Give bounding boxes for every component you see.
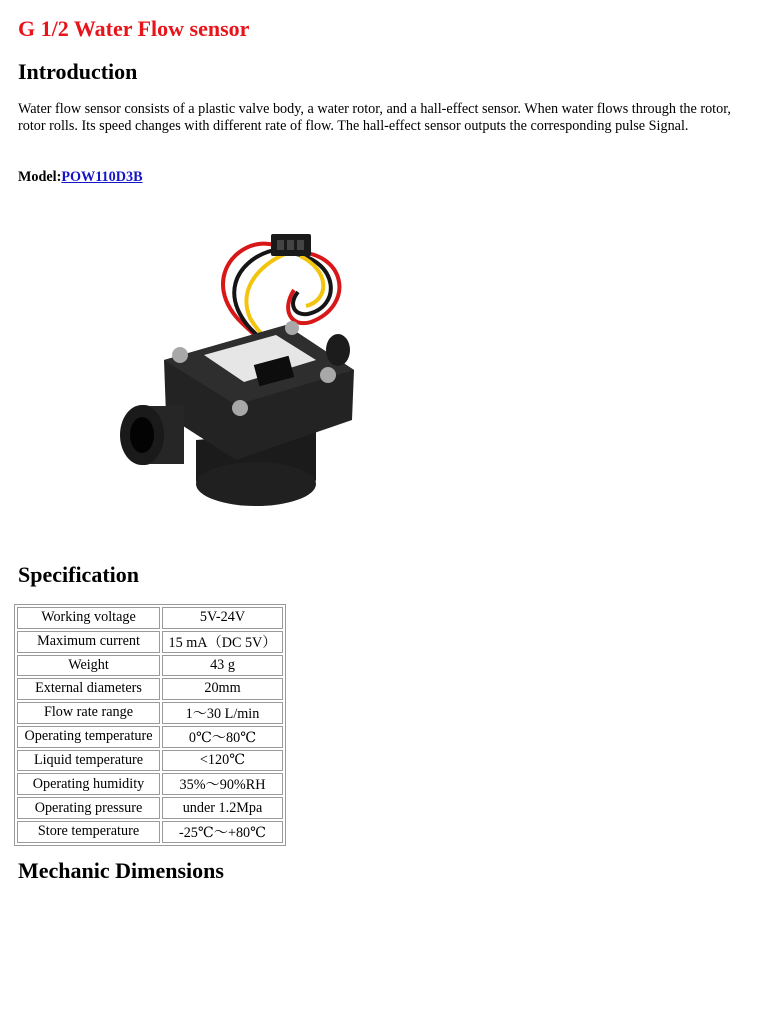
- spec-label: Store temperature: [17, 821, 160, 843]
- outlet-pipe: [326, 334, 350, 366]
- introduction-heading: Introduction: [18, 59, 138, 84]
- table-row: [17, 655, 283, 677]
- spec-value: 1～30 L/min: [162, 702, 283, 724]
- model-link[interactable]: POW110D3B: [61, 169, 143, 185]
- spec-value: under 1.2Mpa: [162, 797, 283, 819]
- table-row: [17, 631, 283, 653]
- table-row: [17, 821, 283, 843]
- connector-pin-1: [277, 240, 284, 250]
- specification-table: [14, 604, 286, 846]
- model-label: Model:: [18, 169, 62, 185]
- spec-value: 0℃～80℃: [162, 726, 283, 748]
- spec-value: 35%～90%RH: [162, 773, 283, 795]
- introduction-text: Water flow sensor consists of a plastic valve body, a water rotor, and a hall-effect sensor. When water flows through the rotor, rotor rolls. Its speed changes with different rate of flow. The hall-effect sensor outputs the corresponding pulse Signal.: [18, 101, 731, 134]
- specification-heading: Specification: [18, 562, 139, 587]
- sensor-base-shadow: [196, 462, 316, 506]
- mechanic-dimensions-heading: Mechanic Dimensions: [18, 858, 224, 883]
- table-row: [17, 773, 283, 795]
- table-row: [17, 750, 283, 772]
- screw-icon: [172, 347, 188, 363]
- spec-label: Maximum current: [17, 631, 160, 653]
- table-row: [17, 678, 283, 700]
- screw-icon: [320, 367, 336, 383]
- spec-label: Operating humidity: [17, 773, 160, 795]
- connector-pin-2: [287, 240, 294, 250]
- spec-label: Liquid temperature: [17, 750, 160, 772]
- table-row: [17, 702, 283, 724]
- inlet-pipe-hole: [130, 417, 154, 453]
- flow-sensor-image: [116, 210, 376, 520]
- spec-value: <120℃: [162, 750, 283, 772]
- spec-value: 20mm: [162, 678, 283, 700]
- spec-label: Working voltage: [17, 607, 160, 629]
- screw-icon: [285, 321, 299, 335]
- screw-icon: [232, 400, 248, 416]
- spec-value: 43 g: [162, 655, 283, 677]
- spec-value: 5V-24V: [162, 607, 283, 629]
- table-row: [17, 726, 283, 748]
- spec-value: -25℃～+80℃: [162, 821, 283, 843]
- spec-value: 15 mA（DC 5V）: [162, 631, 283, 653]
- table-row: [17, 607, 283, 629]
- spec-label: Weight: [17, 655, 160, 677]
- page-title: G 1/2 Water Flow sensor: [18, 16, 250, 41]
- table-row: [17, 797, 283, 819]
- spec-label: Operating temperature: [17, 726, 160, 748]
- connector-pin-3: [297, 240, 304, 250]
- spec-label: Operating pressure: [17, 797, 160, 819]
- spec-label: External diameters: [17, 678, 160, 700]
- spec-label: Flow rate range: [17, 702, 160, 724]
- model-line: [18, 169, 143, 186]
